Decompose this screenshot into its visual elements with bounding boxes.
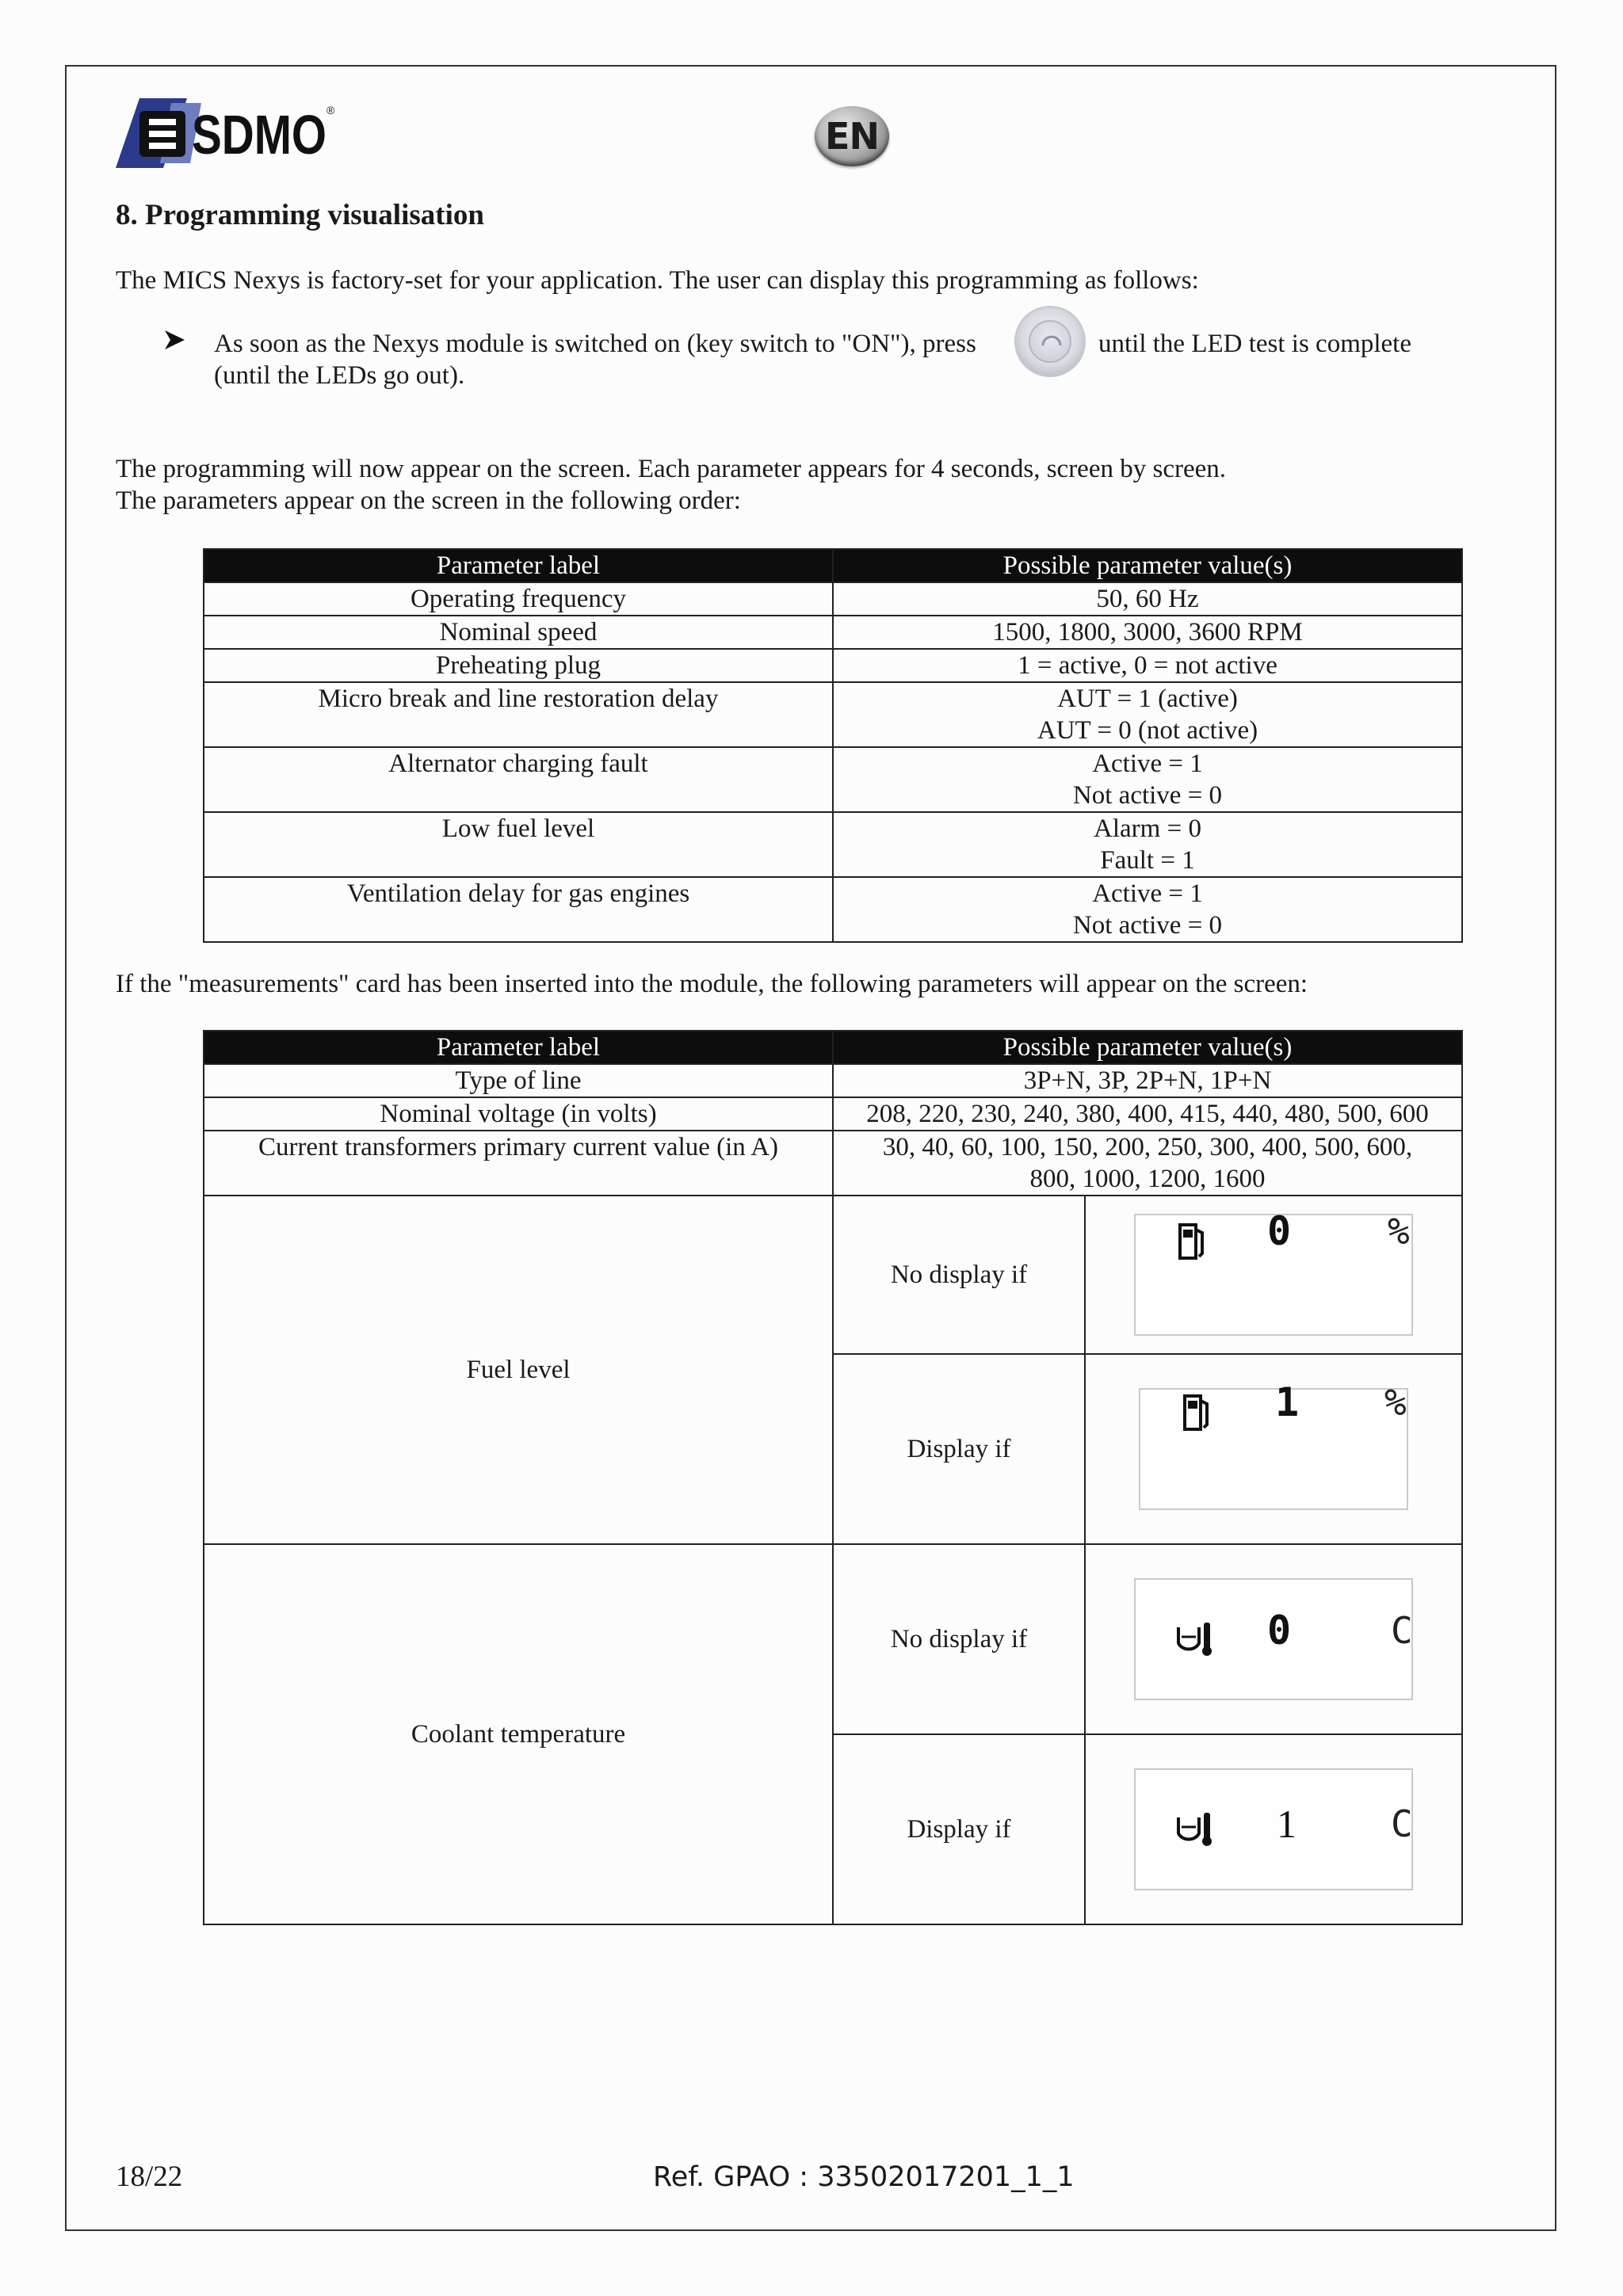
value-line: 30, 40, 60, 100, 150, 200, 250, 300, 400, 500, 600, xyxy=(882,1133,1413,1161)
parameter-label: Coolant temperature xyxy=(204,1544,833,1924)
page-number: 18/22 xyxy=(116,2161,183,2193)
parameter-label: Alternator charging fault xyxy=(204,747,833,812)
parameter-label: Micro break and line restoration delay xyxy=(204,682,833,747)
parameter-label: Ventilation delay for gas engines xyxy=(204,877,833,942)
section-heading: 8. Programming visualisation xyxy=(116,199,484,231)
value-line: Active = 1 xyxy=(1092,749,1203,778)
lcd-unit: % xyxy=(1384,1381,1407,1424)
table-row xyxy=(204,1544,1462,1734)
table-row xyxy=(204,877,1462,942)
table-header-row xyxy=(204,1031,1462,1064)
sdmo-logo xyxy=(116,97,334,170)
parameter-label: Current transformers primary current value (in A) xyxy=(204,1131,833,1196)
lcd-value: 1 xyxy=(1275,1379,1298,1425)
table-row xyxy=(204,747,1462,812)
value-line: AUT = 0 (not active) xyxy=(1037,716,1258,745)
table-row xyxy=(204,1196,1462,1354)
display-condition: No display if xyxy=(833,1544,1085,1734)
table-row xyxy=(204,1097,1462,1131)
table-row xyxy=(204,616,1462,649)
bullet-text-after: until the LED test is complete xyxy=(1098,330,1412,358)
parameter-label: Nominal voltage (in volts) xyxy=(204,1097,833,1131)
value-line: Fault = 1 xyxy=(1100,846,1195,875)
measurement-parameters-table xyxy=(203,1030,1463,1925)
column-header: Parameter label xyxy=(204,549,833,582)
parameter-label: Nominal speed xyxy=(204,616,833,649)
paragraph-line: The programming will now appear on the screen. Each parameter appears for 4 seconds, screen by screen. xyxy=(116,455,1227,483)
parameter-value: 1 = active, 0 = not active xyxy=(833,649,1462,682)
paragraph-line: The parameters appear on the screen in the following order: xyxy=(116,486,741,515)
lcd-unit: C xyxy=(1391,1802,1413,1845)
intro-paragraph: The MICS Nexys is factory-set for your application. The user can display this programming as follows: xyxy=(116,266,1199,295)
parameter-value xyxy=(833,682,1462,747)
parameter-label: Type of line xyxy=(204,1064,833,1097)
bullet-arrow-icon xyxy=(163,330,185,350)
lcd-display xyxy=(1134,1208,1413,1336)
coolant-thermometer-icon xyxy=(1136,1770,1415,1892)
measurements-paragraph: If the "measurements" card has been inserted into the module, the following parameters will appear on the screen: xyxy=(116,970,1308,998)
parameter-value: 3P+N, 3P, 2P+N, 1P+N xyxy=(833,1064,1462,1097)
lcd-cell xyxy=(1085,1544,1462,1734)
lcd-display xyxy=(1134,1578,1413,1700)
table-row xyxy=(204,1131,1462,1196)
value-line: AUT = 1 (active) xyxy=(1057,685,1238,713)
table-row xyxy=(204,649,1462,682)
value-line: Not active = 0 xyxy=(1072,781,1223,810)
column-header: Parameter label xyxy=(204,1031,833,1064)
display-condition: Display if xyxy=(833,1354,1085,1544)
parameter-value xyxy=(833,1131,1462,1196)
parameter-value: 208, 220, 230, 240, 380, 400, 415, 440, 480, 500, 600 xyxy=(833,1097,1462,1131)
lcd-value: 0 xyxy=(1267,1208,1290,1254)
programming-parameters-table xyxy=(203,548,1463,943)
brand-text: SDMO xyxy=(192,104,327,166)
parameter-value xyxy=(833,812,1462,877)
lcd-cell xyxy=(1085,1196,1462,1354)
parameter-value: 1500, 1800, 3000, 3600 RPM xyxy=(833,616,1462,649)
svg-text:®: ® xyxy=(327,104,334,116)
table-row xyxy=(204,1064,1462,1097)
lcd-value: 1 xyxy=(1277,1802,1296,1846)
column-header: Possible parameter value(s) xyxy=(833,1031,1462,1064)
value-line: Active = 1 xyxy=(1092,879,1203,908)
bullet-text-line2: (until the LEDs go out). xyxy=(214,361,465,390)
parameter-label: Preheating plug xyxy=(204,649,833,682)
lcd-unit: C xyxy=(1391,1609,1413,1652)
led-test-button-icon xyxy=(1014,306,1086,377)
display-condition: Display if xyxy=(833,1734,1085,1924)
parameter-label: Operating frequency xyxy=(204,582,833,616)
value-line: Alarm = 0 xyxy=(1094,814,1201,843)
language-badge: EN xyxy=(815,106,889,166)
lcd-display xyxy=(1139,1379,1408,1510)
value-line: Not active = 0 xyxy=(1072,911,1223,940)
parameter-value xyxy=(833,747,1462,812)
lcd-value: 0 xyxy=(1267,1608,1290,1653)
value-line: 800, 1000, 1200, 1600 xyxy=(1029,1165,1266,1193)
table-row xyxy=(204,682,1462,747)
display-condition: No display if xyxy=(833,1196,1085,1354)
table-row xyxy=(204,812,1462,877)
document-reference: Ref. GPAO : 33502017201_1_1 xyxy=(653,2161,1075,2193)
lcd-cell xyxy=(1085,1354,1462,1544)
parameter-value: 50, 60 Hz xyxy=(833,582,1462,616)
lcd-cell xyxy=(1085,1734,1462,1924)
parameter-label: Fuel level xyxy=(204,1196,833,1544)
bullet-text-before: As soon as the Nexys module is switched on (key switch to "ON"), press xyxy=(214,330,976,358)
parameter-value xyxy=(833,877,1462,942)
lcd-unit: % xyxy=(1388,1210,1410,1253)
lcd-display xyxy=(1134,1768,1413,1890)
column-header: Possible parameter value(s) xyxy=(833,549,1462,582)
table-header-row xyxy=(204,549,1462,582)
parameter-label: Low fuel level xyxy=(204,812,833,877)
table-row xyxy=(204,582,1462,616)
